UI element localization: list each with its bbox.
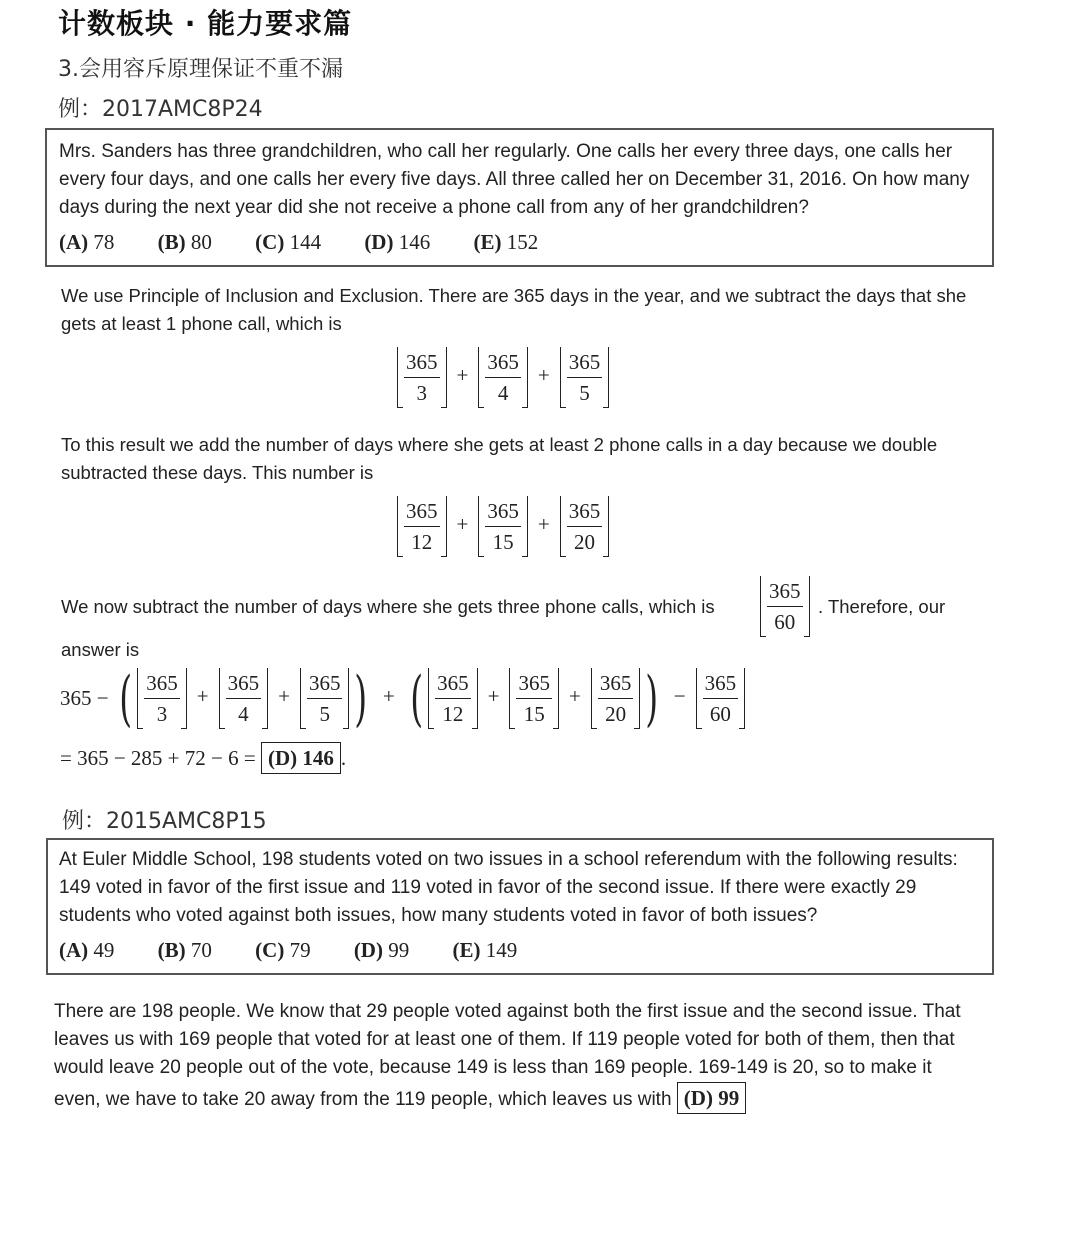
- floor-fraction: $\frac{365}{15}$: [478, 496, 528, 557]
- answer-choices-1: [59, 230, 576, 255]
- floor-fraction: $\frac{365}{4}$: [478, 347, 528, 408]
- choice-e: (E) 152: [473, 230, 539, 254]
- choice-d: (D) 146: [364, 230, 431, 254]
- choice-b: (B) 70: [157, 938, 212, 962]
- problem-box-1: [45, 128, 994, 267]
- choice-b: (B) 80: [157, 230, 212, 254]
- formula-full-expression: 365 − ( $\frac{365}{3}$ + $\frac{365}{4}$ + $\frac{365}{5}$ ) + ( $\frac{365}{12}$ + $\frac{365}{15}$ + $\frac{365}{20}$ ) − $\frac{365}{60}$: [60, 668, 745, 729]
- choice-c: (C) 79: [255, 938, 311, 962]
- choice-a: (A) 78: [59, 230, 115, 254]
- problem-text-2: At Euler Middle School, 198 students voted on two issues in a school referendum with the following results: 149 voted in favor of the first issue and 119 voted in favor of the second issue. If there were exactly 29 students who voted against both issues, how many students voted in favor of both issues?: [59, 849, 958, 926]
- solution-paragraph-2: To this result we add the number of days where she gets at least 2 phone calls in a day because we double subtracted these days. This number is: [61, 434, 938, 483]
- choice-d: (D) 99: [353, 938, 410, 962]
- formula-pair-floors: $\frac{365}{12}$ + $\frac{365}{15}$ + $\frac{365}{20}$: [397, 496, 609, 557]
- problem-text-1: Mrs. Sanders has three grandchildren, who call her regularly. One calls her every three days, one calls her every four days, and one calls her every five days. All three called her on December 31, 2016. On how many days during the next year did she not receive a phone call from any of her grandchildren?: [59, 141, 970, 218]
- floor-fraction: $\frac{365}{60}$: [760, 576, 810, 637]
- final-answer-box-2: (D) 99: [677, 1082, 746, 1114]
- final-answer-box-1: (D) 146: [261, 742, 341, 774]
- floor-fraction: $\frac{365}{3}$: [397, 347, 447, 408]
- answer-choices-2: [59, 938, 555, 963]
- final-equation-1: = 365 − 285 + 72 − 6 = (D) 146 .: [60, 742, 346, 774]
- formula-single-floors: $\frac{365}{3}$ + $\frac{365}{4}$ + $\frac{365}{5}$: [397, 347, 609, 408]
- solution-paragraph-3a: We now subtract the number of days where she gets three phone calls, which is: [61, 596, 715, 617]
- page-title: 计数板块 · 能力要求篇: [58, 7, 353, 40]
- example-label-1: 例：2017AMC8P24: [58, 97, 263, 122]
- choice-a: (A) 49: [59, 938, 115, 962]
- solution-paragraph-1: We use Principle of Inclusion and Exclusion. There are 365 days in the year, and we subtract the days that she gets at least 1 phone call, which is: [61, 285, 967, 334]
- choice-e: (E) 149: [452, 938, 518, 962]
- floor-fraction: $\frac{365}{20}$: [560, 496, 610, 557]
- solution-paragraph-3b: . Therefore, our: [818, 596, 946, 617]
- problem-box-2: [46, 838, 994, 975]
- choice-c: (C) 144: [255, 230, 322, 254]
- floor-fraction: $\frac{365}{5}$: [560, 347, 610, 408]
- section-subtitle: 3.会用容斥原理保证不重不漏: [58, 57, 343, 82]
- solution-paragraph-4: answer is: [61, 639, 140, 660]
- solution-paragraph-ex2: There are 198 people. We know that 29 people voted against both the first issue and the second issue. That leaves us with 169 people that voted for at least one of them. If 119 people voted for both of them, then that would leave 20 people out of the vote, because 149 is less than 169 people. 169-149 is 20, so to make it even, we have to take 20 away from the 119 people, which leaves us with (D) 99: [54, 998, 979, 1114]
- floor-fraction: $\frac{365}{12}$: [397, 496, 447, 557]
- formula-triple-floor: [760, 576, 810, 637]
- example-label-2: 例：2015AMC8P15: [62, 809, 267, 834]
